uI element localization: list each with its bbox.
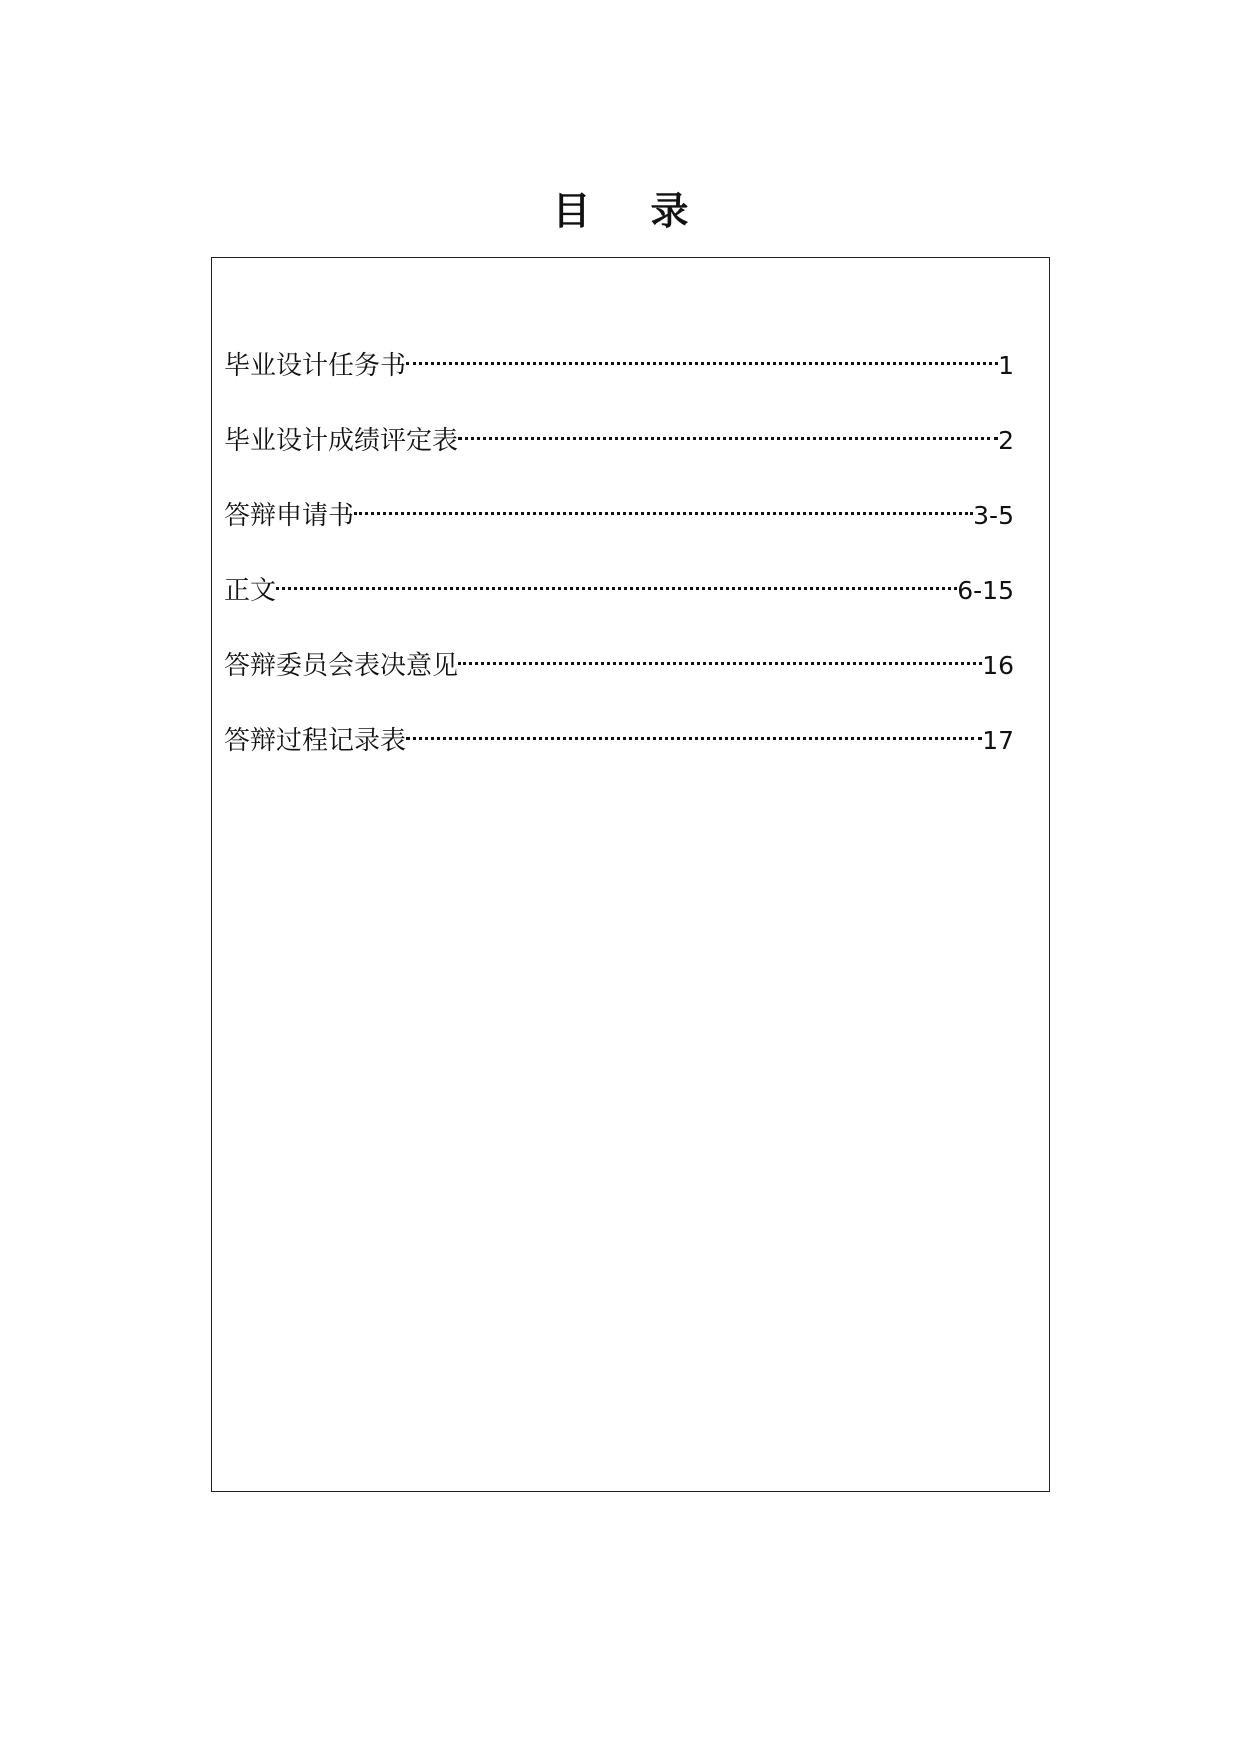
toc-entry-label: 答辩委员会表决意见 — [224, 651, 459, 681]
toc-dot-leader — [354, 488, 973, 524]
toc-entry-label: 答辩过程记录表 — [224, 726, 407, 756]
toc-dot-leader — [406, 338, 998, 374]
toc-entry-page: 1 — [998, 351, 1014, 380]
toc-entry-page: 16 — [982, 651, 1014, 680]
toc-dot-leader — [276, 563, 957, 599]
toc-entry-defense-record[interactable] — [224, 713, 1014, 788]
toc-dot-leader — [458, 638, 982, 674]
toc-entry-main-text[interactable] — [224, 563, 1014, 638]
toc-entry-label: 毕业设计成绩评定表 — [224, 426, 459, 456]
toc-entry-label: 毕业设计任务书 — [224, 351, 407, 381]
toc-entry-grade-form[interactable] — [224, 413, 1014, 488]
toc-entry-label: 答辩申请书 — [224, 501, 355, 531]
toc-entry-page: 17 — [982, 726, 1014, 755]
toc-entry-page: 3-5 — [973, 501, 1014, 530]
page-title: 目录 — [552, 189, 749, 233]
toc-entry-committee-vote[interactable] — [224, 638, 1014, 713]
toc-list — [224, 338, 1014, 788]
toc-entry-page: 2 — [998, 426, 1014, 455]
toc-dot-leader — [458, 413, 998, 449]
toc-entry-page: 6-15 — [957, 576, 1014, 605]
toc-entry-task-book[interactable] — [224, 338, 1014, 413]
toc-entry-defense-application[interactable] — [224, 488, 1014, 563]
toc-entry-label: 正文 — [224, 576, 277, 606]
toc-dot-leader — [406, 713, 982, 749]
